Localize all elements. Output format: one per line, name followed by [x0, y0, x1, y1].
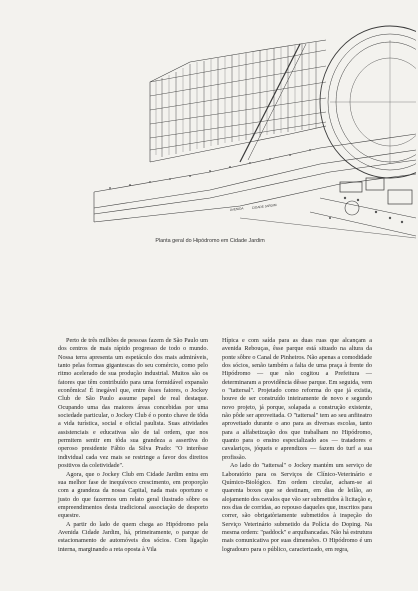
paragraph: Perto de três milhões de pessoas fazem de São Paulo um dos centros de mais rápido progresso de todo o mundo. Nossa terra apresenta um espetáculo dos mais admiráveis, tanto pelas formas gigantescas do seu comércio, como pelo ritmo acelerado de sua produção industrial. Muitos são os fatores que têm contribuído para uma formidável expansão econômica! É inegável que, entre êsses fatores, o Jockey Club de São Paulo assume papel de real destaque. Ocupando uma das maiores áreas concebidas por uma sociedade particular, o Jockey Club é o ponto chave de tôda a vida turística, social e oficial paulista. Suas atividades assistenciais e educativas são de tal ordem, que nos permitem sentir em tôda sua grandeza a assertiva do operoso presidente Fábio da Silva Prado: "O interêsse individual cada vez mais se restringe a favor dos direitos positivos da coletividade".: [58, 337, 208, 470]
paragraph: Ao lado do "tattersal" o Jockey mantém um serviço de Laboratório para os Serviços de Clínico-Veterinário e Químico-Biológico. Em ordem circular, acham-se ai quarenta boxes que se destinam, em dias de leilão, ao alojamento dos cavalos que vão ser submetidos à licitação e, nos dias de corridas, ao repouso daqueles que, inscritos para correr, são obrigatòriamente submetidos à inspeção do Serviço Veterinário submetido da Polícia do Doping. Na mesma ordem: "paddock" e arquibancadas. Não há estrutura mais comunicativa por suas dimensões. O Hipódromo é um logradouro para o público, caracterizado, em regra,: [222, 462, 372, 553]
plan-label-street: CIDADE JARDIM: [251, 203, 277, 210]
paragraph: Agora, que o Jockey Club em Cidade Jardim entra em sua melhor fase de inequívoco crescimento, em proporção com a grandeza da nossa Capital, nada mais oportuno e justo do que fazermos um relato geral ilustrado sôbre os empreendimentos desta tradicional associação de desporto equestre.: [58, 470, 208, 520]
paragraph: A partir do lado de quem chega ao Hipódromo pela Avenida Cidade Jardim, há, primeiramente, o parque de estacionamento de automóveis dos sócios. Com ligação interna, marginando a reta oposta à Vila: [58, 520, 208, 553]
paragraph: Hípica e com saída para as duas ruas que alcançam a avenida Rebouças, êsse parque está situado na altura da ponte sôbre o Canal de Pinheiros. Não apenas a comodidade dos sócios, senão também a falta de uma praça à frente do Hipódromo — que não cogitou a Prefeitura — determinaram a providência dêsse parque. Em seguida, vem o "tattersal". Projetado como reforma do que já existia, houve de ser construído inteiramente de novo e segundo novo projeto, já porque, solapada a construção existente, não pôde ser aproveitada. O "tattersal" tem ao seu anfiteatro aproveitado durante o ano para as diversas escolas, tanto para a alfabetização dos que trabalham no Hipódromo, quanto para o ensino especializado aos — tratadores e cavalariços, jóqueis e aprendizes — fazem do turf a sua profissão.: [222, 337, 372, 461]
hippodrome-site-plan: [90, 22, 416, 240]
article-column-right: [222, 337, 372, 554]
plan-label-avenue: AVENIDA: [229, 206, 244, 212]
figure-caption: Planta geral do Hipódromo em Cidade Jardim: [155, 238, 265, 244]
article-column-left: [58, 337, 208, 554]
